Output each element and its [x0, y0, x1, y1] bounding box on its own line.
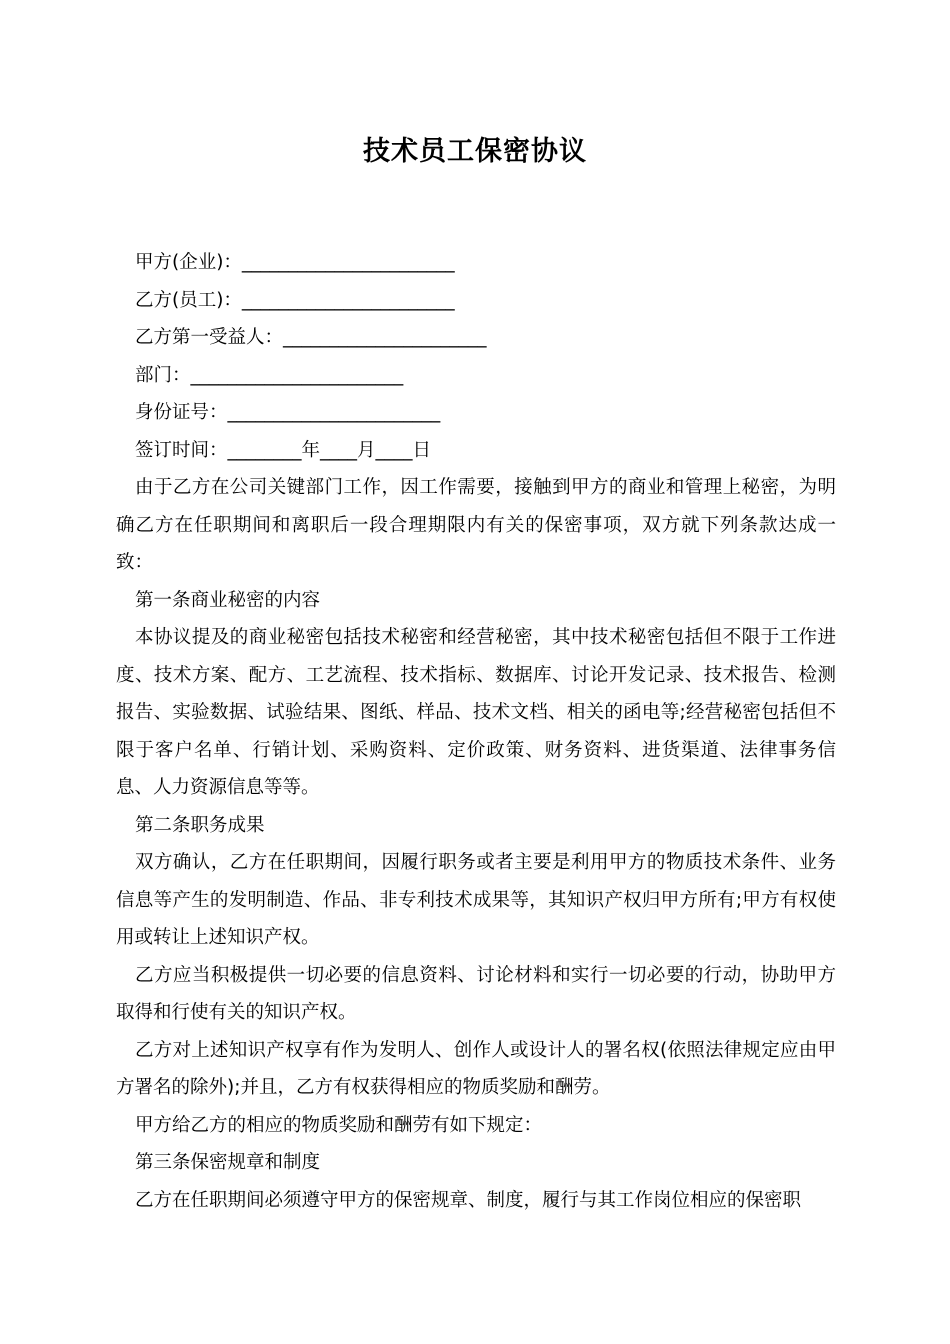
field-party-a: 甲方(企业)：_______________________ — [135, 252, 455, 273]
article-2-paragraph-3: 乙方对上述知识产权享有作为发明人、创作人或设计人的署名权(依照法律规定应由甲方署名的除外);并且，乙方有权获得相应的物质奖励和酬劳。 — [116, 1039, 836, 1098]
article-1-heading: 第一条商业秘密的内容 — [135, 589, 321, 611]
document-title: 技术员工保密协议 — [363, 136, 587, 167]
article-2-paragraph-1: 双方确认，乙方在任职期间，因履行职务或者主要是利用甲方的物质技术条件、业务信息等产生的发明制造、作品、非专利技术成果等，其知识产权归甲方所有;甲方有权使用或转让上述知识产权。 — [116, 852, 836, 948]
field-beneficiary: 乙方第一受益人：______________________ — [135, 327, 487, 348]
article-3-heading: 第三条保密规章和制度 — [135, 1152, 321, 1173]
article-2-paragraph-2: 乙方应当积极提供一切必要的信息资料、讨论材料和实行一切必要的行动，协助甲方取得和行使有关的知识产权。 — [116, 964, 836, 1023]
article-2-paragraph-4: 甲方给乙方的相应的物质奖励和酬劳有如下规定： — [135, 1114, 543, 1136]
document-body — [116, 244, 836, 1219]
field-id-number: 身份证号：_______________________ — [135, 402, 441, 423]
article-2-heading: 第二条职务成果 — [135, 814, 265, 836]
article-1-body: 本协议提及的商业秘密包括技术秘密和经营秘密，其中技术秘密包括但不限于工作进度、技术方案、配方、工艺流程、技术指标、数据库、讨论开发记录、技术报告、检测报告、实验数据、试验结果、图纸、样品、技术文档、相关的函电等;经营秘密包括但不限于客户名单、行销计划、采购资料、定价政策、财务资料、进货渠道、法律事务信息、人力资源信息等等。 — [116, 627, 836, 798]
field-sign-date: 签订时间：________年____月____日 — [135, 439, 432, 461]
intro-paragraph: 由于乙方在公司关键部门工作，因工作需要，接触到甲方的商业和管理上秘密，为明确乙方在任职期间和离职后一段合理期限内有关的保密事项，双方就下列条款达成一致： — [116, 477, 836, 573]
article-3-body: 乙方在任职期间必须遵守甲方的保密规章、制度，履行与其工作岗位相应的保密职 — [135, 1189, 802, 1211]
field-party-b: 乙方(员工)：_______________________ — [135, 289, 455, 311]
field-department: 部门：_______________________ — [135, 364, 404, 386]
